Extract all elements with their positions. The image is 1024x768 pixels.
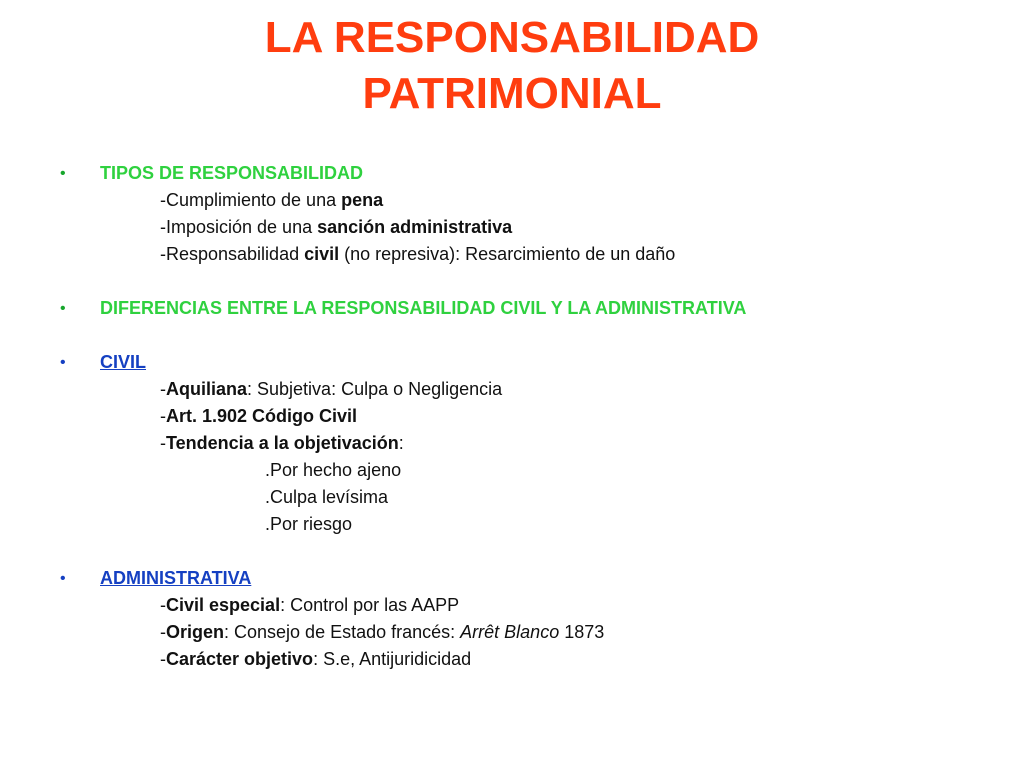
item-prefix: -Imposición de una xyxy=(160,217,318,237)
list-item-administrativa-1 xyxy=(0,592,1024,619)
section-civil-heading-link[interactable]: CIVIL xyxy=(100,352,147,372)
item-bold: Civil especial xyxy=(166,595,281,615)
item-prefix: - xyxy=(160,433,166,453)
list-subitem-civil-1: .Por hecho ajeno xyxy=(265,460,402,480)
item-suffix: : xyxy=(398,433,404,453)
section-diferencias-heading-row xyxy=(0,295,1024,322)
item-bold: civil xyxy=(304,244,340,264)
list-item-civil-3 xyxy=(0,430,1024,457)
item-suffix: : Control por las AAPP xyxy=(280,595,460,615)
item-prefix: - xyxy=(160,649,166,669)
list-item-administrativa-2 xyxy=(0,619,1024,646)
section-tipos-heading: TIPOS DE RESPONSABILIDAD xyxy=(100,163,364,183)
list-item-tipos-3 xyxy=(0,241,1024,268)
item-bold: sanción administrativa xyxy=(317,217,513,237)
item-suffix: : Consejo de Estado francés: xyxy=(224,622,461,642)
bullet-icon: • xyxy=(60,165,66,182)
list-item-tipos-1 xyxy=(0,187,1024,214)
section-administrativa-heading-row xyxy=(0,565,1024,592)
item-suffix: (no represiva): Resarcimiento de un daño xyxy=(339,244,676,264)
list-item-civil-1 xyxy=(0,376,1024,403)
item-prefix: - xyxy=(160,406,166,426)
item-prefix: - xyxy=(160,595,166,615)
slide-body xyxy=(0,160,1024,673)
section-tipos-heading-row xyxy=(0,160,1024,187)
section-civil-heading-row xyxy=(0,349,1024,376)
bullet-icon: • xyxy=(60,570,66,587)
bullet-icon: • xyxy=(60,354,66,371)
item-bold: Carácter objetivo xyxy=(166,649,314,669)
item-suffix: : S.e, Antijuridicidad xyxy=(313,649,472,669)
list-item-tipos-2 xyxy=(0,214,1024,241)
item-bold: Origen xyxy=(166,622,225,642)
section-administrativa-heading-link[interactable]: ADMINISTRATIVA xyxy=(100,568,252,588)
item-prefix: - xyxy=(160,622,166,642)
item-prefix: - xyxy=(160,379,166,399)
list-subitem-civil-2: .Culpa levísima xyxy=(265,487,389,507)
section-diferencias-heading: DIFERENCIAS ENTRE LA RESPONSABILIDAD CIVIL Y LA ADMINISTRATIVA xyxy=(100,298,747,318)
item-prefix: -Cumplimiento de una xyxy=(160,190,342,210)
list-item-administrativa-3 xyxy=(0,646,1024,673)
item-bold: pena xyxy=(341,190,384,210)
item-bold: Aquiliana xyxy=(166,379,248,399)
item-italic: Arrêt Blanco xyxy=(460,622,560,642)
bullet-icon: • xyxy=(60,300,66,317)
list-item-civil-2 xyxy=(0,403,1024,430)
item-tail: 1873 xyxy=(559,622,605,642)
slide-title xyxy=(0,10,1024,122)
item-prefix: -Responsabilidad xyxy=(160,244,305,264)
slide-title-line-2: PATRIMONIAL xyxy=(362,69,662,118)
item-suffix: : Subjetiva: Culpa o Negligencia xyxy=(247,379,503,399)
slide-title-line-1: LA RESPONSABILIDAD xyxy=(264,13,760,62)
item-bold: Tendencia a la objetivación xyxy=(166,433,399,453)
list-subitem-civil-3: .Por riesgo xyxy=(265,514,353,534)
item-bold: Art. 1.902 Código Civil xyxy=(166,406,358,426)
